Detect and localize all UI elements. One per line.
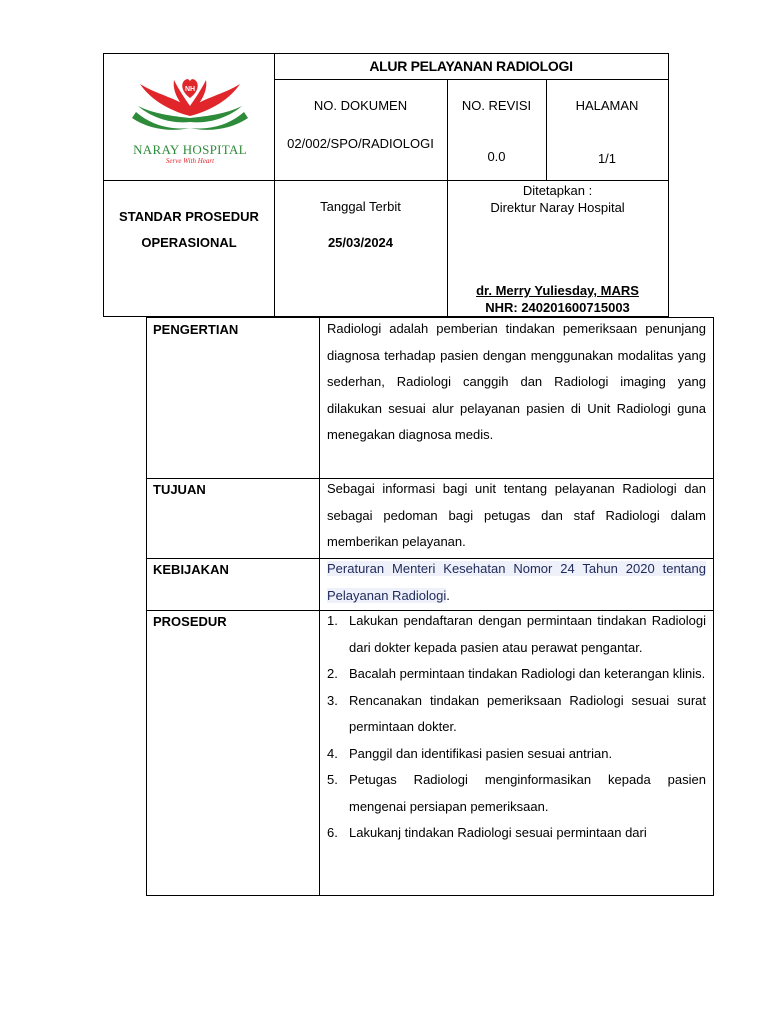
signer-name: dr. Merry Yuliesday, MARS [476,283,639,298]
logo-emblem-icon [122,72,258,142]
ditetapkan-label: Ditetapkan : [522,183,593,198]
no-revisi-label: NO. REVISI [461,98,532,113]
signer-nhr: NHR: 240201600715003 [485,300,630,315]
spo-content-table [146,317,714,896]
kebijakan-text: Peraturan Menteri Kesehatan Nomor 24 Tahun 2020 tentang Pelayanan Radiologi. [327,561,706,603]
tujuan-text: Sebagai informasi bagi unit tentang pelayanan Radiologi dan sebagai pedoman bagi petugas dan staf Radiologi dalam memberikan pelayanan. [327,481,706,549]
header-divider [104,180,668,181]
halaman-label: HALAMAN [575,98,639,113]
hospital-logo [122,72,258,172]
no-revisi-value: 0.0 [487,149,506,164]
prosedur-steps [327,608,706,847]
header-divider [274,54,275,316]
hospital-tagline: Serve With Heart [165,157,215,165]
document-title: ALUR PELAYANAN RADIOLOGI [369,58,573,74]
kebijakan-label: KEBIJAKAN [153,562,229,577]
pengertian-text: Radiologi adalah pemberian tindakan pemeriksaan penunjang diagnosa terhadap pasien dengan menggunakan modalitas yang sederhan, Radiologi canggih dan Radiologi imaging yang dilakukan sesuai alur pelayanan pasien di Unit Radiologi guna menegakan diagnosa medis. [327,321,706,442]
kebijakan-regulation: Peraturan Menteri Kesehatan Nomor 24 Tahun 2020 tentang Pelayanan Radiologi [327,561,706,603]
list-item: 3. Rencanakan tindakan pemeriksaan Radiologi sesuai surat permintaan dokter. [327,692,706,734]
svg-text:NH: NH [184,86,196,93]
no-dokumen-value: 02/002/SPO/RADIOLOGI [287,136,434,151]
hospital-name: NARAY HOSPITAL [133,142,247,157]
table-divider [319,318,320,896]
list-item: 4. Panggil dan identifikasi pasien sesuai antrian. [327,745,613,761]
prosedur-label: PROSEDUR [153,614,227,629]
header-divider [274,79,668,80]
no-dokumen-label: NO. DOKUMEN [313,98,408,113]
spo-label-line1: STANDAR PROSEDUR [119,209,259,224]
pengertian-label: PENGERTIAN [153,322,239,337]
document-header-table [103,53,669,317]
spo-label-line2: OPERASIONAL [141,235,237,250]
list-item: 5. Petugas Radiologi menginformasikan kepada pasien mengenai persiapan pemeriksaan. [327,772,706,814]
list-item: 2. Bacalah permintaan tindakan Radiologi dan keterangan klinis. [327,666,706,681]
tanggal-terbit-label: Tanggal Terbit [320,199,401,214]
tujuan-label: TUJUAN [153,482,206,497]
halaman-value: 1/1 [597,151,617,166]
list-item: 1. Lakukan pendaftaran dengan permintaan tindakan Radiologi dari dokter kepada pasien atau perawat pengantar. [327,613,706,655]
tanggal-terbit-value: 25/03/2024 [327,235,394,250]
list-item: 6. Lakukanj tindakan Radiologi sesuai permintaan dari [327,825,647,840]
ditetapkan-by: Direktur Naray Hospital [490,200,625,215]
